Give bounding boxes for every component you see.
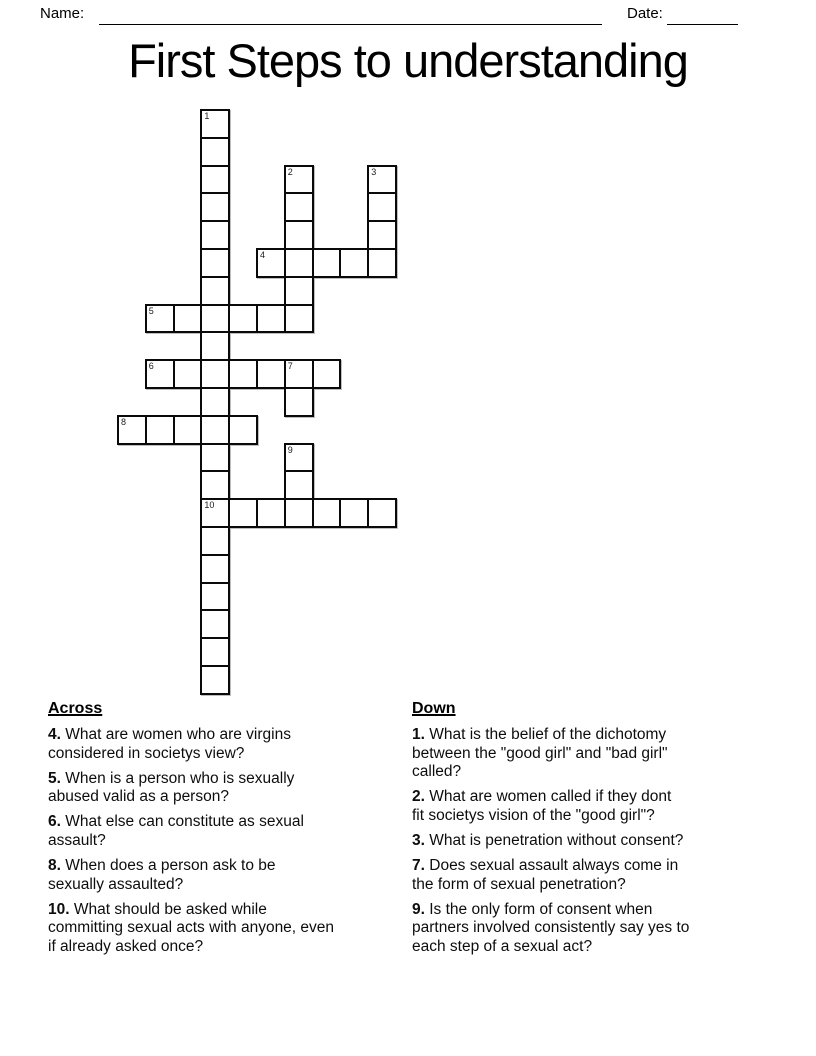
grid-cell[interactable] bbox=[145, 304, 175, 334]
down-clue-list bbox=[412, 726, 774, 957]
clue-number: 5. bbox=[48, 769, 61, 787]
grid-cell[interactable] bbox=[228, 304, 258, 334]
grid-cell[interactable] bbox=[200, 443, 230, 473]
grid-cell[interactable] bbox=[173, 415, 203, 445]
grid-cell[interactable] bbox=[200, 109, 230, 139]
clue-text-line: When is a person who is sexually bbox=[65, 769, 295, 787]
grid-cell[interactable] bbox=[145, 359, 175, 389]
cell-number: 4 bbox=[260, 250, 266, 260]
cell-number: 9 bbox=[287, 444, 293, 455]
grid-cell[interactable] bbox=[200, 359, 230, 389]
clue-number: 4. bbox=[48, 726, 61, 743]
grid-cell[interactable] bbox=[339, 498, 369, 528]
cell-number: 2 bbox=[287, 166, 293, 177]
grid-cell[interactable] bbox=[256, 248, 286, 278]
across-heading: Across bbox=[48, 700, 103, 717]
clue-text-line: partners involved consistently say yes to bbox=[412, 919, 690, 937]
grid-cell[interactable] bbox=[312, 498, 342, 528]
grid-cell[interactable] bbox=[228, 415, 258, 445]
grid-cell[interactable] bbox=[200, 665, 230, 695]
clue-number: 10. bbox=[48, 900, 70, 918]
clue-across-8 bbox=[48, 857, 412, 894]
down-section bbox=[412, 699, 774, 963]
cell-number: 5 bbox=[148, 305, 154, 316]
crossword-grid bbox=[117, 109, 398, 695]
clue-text-line: What is the belief of the dichotomy bbox=[429, 726, 667, 743]
grid-cell[interactable] bbox=[200, 137, 230, 167]
grid-cell[interactable] bbox=[284, 443, 314, 473]
clue-text-line: the form of sexual penetration? bbox=[412, 875, 626, 893]
clue-text-line: sexually assaulted? bbox=[48, 875, 184, 893]
grid-cell[interactable] bbox=[200, 304, 230, 334]
grid-cell[interactable] bbox=[145, 415, 175, 445]
clue-down-3 bbox=[412, 832, 774, 851]
clue-text-line: What are women who are virgins bbox=[65, 726, 291, 743]
grid-cell[interactable] bbox=[228, 359, 258, 389]
cell-number: 3 bbox=[371, 166, 377, 177]
clues-section bbox=[48, 699, 774, 963]
page-title: First Steps to understanding bbox=[128, 34, 688, 87]
grid-cell[interactable] bbox=[284, 470, 314, 500]
clue-down-1 bbox=[412, 726, 774, 782]
clue-across-4 bbox=[48, 726, 412, 763]
clue-text-line: What else can constitute as sexual bbox=[65, 813, 304, 831]
grid-cell[interactable] bbox=[200, 387, 230, 417]
date-label: Date: bbox=[627, 5, 663, 22]
grid-cell[interactable] bbox=[173, 304, 203, 334]
grid-cell[interactable] bbox=[367, 220, 397, 250]
clue-text-line: abused valid as a person? bbox=[48, 788, 229, 806]
clue-number: 8. bbox=[48, 857, 61, 875]
cell-number: 1 bbox=[204, 111, 210, 121]
across-clue-list bbox=[48, 726, 412, 957]
clue-number: 6. bbox=[48, 813, 61, 831]
across-section bbox=[48, 699, 412, 963]
grid-cell[interactable] bbox=[173, 359, 203, 389]
grid-cell[interactable] bbox=[284, 359, 314, 389]
grid-cell[interactable] bbox=[284, 387, 314, 417]
clue-text-line: What should be asked while bbox=[73, 900, 267, 918]
grid-cell[interactable] bbox=[200, 470, 230, 500]
clue-text-line: What is penetration without consent? bbox=[429, 831, 684, 849]
clue-number: 7. bbox=[412, 857, 425, 875]
clue-down-2 bbox=[412, 788, 774, 825]
grid-cell[interactable] bbox=[200, 165, 230, 195]
grid-cell[interactable] bbox=[117, 415, 147, 445]
clue-text-line: each step of a sexual act? bbox=[412, 937, 593, 955]
clue-down-7 bbox=[412, 857, 774, 894]
grid-cell[interactable] bbox=[200, 192, 230, 222]
grid-cell[interactable] bbox=[228, 498, 258, 528]
grid-cell[interactable] bbox=[284, 498, 314, 528]
grid-cell[interactable] bbox=[200, 526, 230, 556]
grid-cell[interactable] bbox=[200, 582, 230, 612]
grid-cell[interactable] bbox=[284, 192, 314, 222]
grid-cell[interactable] bbox=[200, 220, 230, 250]
grid-cell[interactable] bbox=[200, 554, 230, 584]
clue-across-6 bbox=[48, 813, 412, 850]
clue-text-line: committing sexual acts with anyone, even bbox=[48, 919, 335, 937]
grid-cell[interactable] bbox=[284, 276, 314, 306]
clue-text-line: Is the only form of consent when bbox=[429, 900, 653, 918]
grid-cell[interactable] bbox=[284, 304, 314, 334]
clue-text-line: considered in societys view? bbox=[48, 744, 245, 762]
clue-number: 3. bbox=[412, 831, 425, 849]
grid-cell[interactable] bbox=[367, 248, 397, 278]
clue-number: 1. bbox=[412, 726, 425, 743]
grid-cell[interactable] bbox=[200, 248, 230, 278]
clue-text-line: When does a person ask to be bbox=[65, 857, 276, 875]
cell-number: 10 bbox=[204, 500, 215, 511]
grid-cell[interactable] bbox=[200, 498, 230, 528]
cell-number: 8 bbox=[121, 416, 127, 427]
clue-text-line: What are women called if they dont bbox=[429, 788, 672, 806]
clue-across-5 bbox=[48, 770, 412, 807]
grid-cell[interactable] bbox=[256, 359, 286, 389]
grid-cell[interactable] bbox=[339, 248, 369, 278]
clue-down-9 bbox=[412, 901, 774, 957]
clue-text-line: called? bbox=[412, 763, 462, 781]
grid-cell[interactable] bbox=[284, 165, 314, 195]
down-heading: Down bbox=[412, 700, 456, 717]
grid-cell[interactable] bbox=[200, 637, 230, 667]
clue-across-10 bbox=[48, 901, 412, 957]
clue-number: 9. bbox=[412, 900, 425, 918]
cell-number: 7 bbox=[287, 361, 293, 372]
grid-cell[interactable] bbox=[312, 359, 342, 389]
grid-cell[interactable] bbox=[367, 498, 397, 528]
clue-text-line: Does sexual assault always come in bbox=[429, 857, 679, 875]
grid-cell[interactable] bbox=[200, 609, 230, 639]
grid-cell[interactable] bbox=[256, 304, 286, 334]
clue-number: 2. bbox=[412, 788, 425, 806]
grid-cell[interactable] bbox=[367, 165, 397, 195]
grid-cell[interactable] bbox=[284, 248, 314, 278]
date-fill-in-line[interactable] bbox=[667, 7, 738, 25]
grid-cell[interactable] bbox=[284, 220, 314, 250]
grid-cell[interactable] bbox=[367, 192, 397, 222]
clue-text-line: fit societys vision of the "good girl"? bbox=[412, 806, 655, 824]
name-label: Name: bbox=[40, 5, 85, 22]
grid-cell[interactable] bbox=[312, 248, 342, 278]
clue-text-line: if already asked once? bbox=[48, 937, 204, 955]
grid-cell[interactable] bbox=[200, 331, 230, 361]
clue-text-line: assault? bbox=[48, 831, 106, 849]
grid-cell[interactable] bbox=[256, 498, 286, 528]
name-fill-in-line[interactable] bbox=[99, 7, 602, 25]
cell-number: 6 bbox=[148, 361, 154, 372]
grid-cell[interactable] bbox=[200, 276, 230, 306]
clue-text-line: between the "good girl" and "bad girl" bbox=[412, 744, 668, 762]
grid-cell[interactable] bbox=[200, 415, 230, 445]
